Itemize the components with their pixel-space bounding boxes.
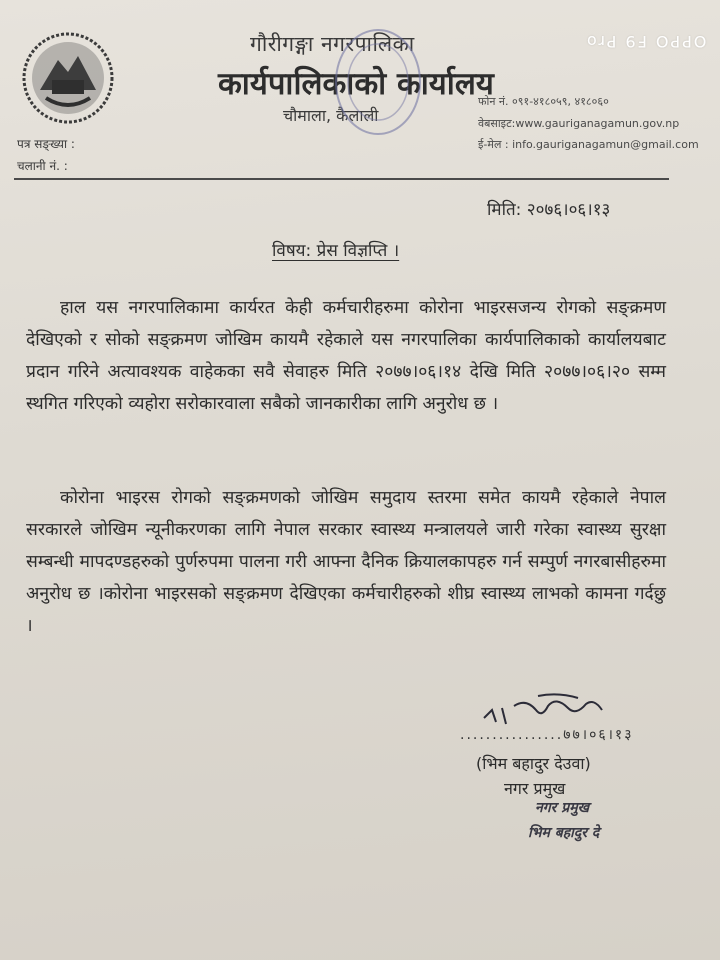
signatory-title: नगर प्रमुख	[504, 779, 566, 798]
camera-watermark: OPPO F9 Pro	[585, 32, 707, 51]
signature-date-line: ................७७।०६।१३	[460, 727, 634, 743]
header-divider	[14, 178, 669, 180]
office-seal-icon	[330, 22, 426, 142]
contact-website: वेबसाइट:www.gauriganagamun.gov.np	[478, 117, 680, 130]
letter-subject: विषय: प्रेस विज्ञप्ति ।	[272, 241, 400, 261]
stamp-title: नगर प्रमुख	[535, 800, 590, 816]
letter-date: मिति: २०७६।०६।१३	[487, 200, 611, 220]
dispatch-number-label: चलानी नं. :	[17, 159, 68, 173]
signatory-name: (भिम बहादुर देउवा)	[476, 754, 591, 773]
letter-number-label: पत्र सङ्ख्या :	[17, 137, 75, 151]
office-name: कार्यपालिकाको कार्यालय	[218, 66, 494, 102]
office-address: चौमाला, कैलाली	[283, 106, 379, 125]
nepal-emblem-icon	[18, 28, 118, 128]
body-paragraph-2: कोरोना भाइरस रोगको सङ्क्रमणको जोखिम समुदाय स्तरमा समेत कायमै रहेकाले नेपाल सरकारले जोखिम न्यूनीकरणका लागि नेपाल सरकार स्वास्थ्य मन्त्रालयले जारी गरेका स्वास्थ्य सुरक्षा सम्बन्धी मापदण्डहरुको पुर्णरुपमा पालना गरी आफ्ना दैनिक क्रियालकापहरु गर्न सम्पुर्ण नगरबासीहरुमा अनुरोध छ ।कोरोना भाइरसको सङ्क्रमण देखिएका कर्मचारीहरुको शीघ्र स्वास्थ्य लाभको कामना गर्दछु ।	[26, 488, 666, 636]
contact-phone: फोन नं. ०९१-४१८०५९, ४१८०६०	[478, 95, 609, 108]
contact-email: ई-मेल : info.gauriganagamun@gmail.com	[478, 138, 699, 151]
municipality-name: गौरीगङ्गा नगरपालिका	[250, 32, 415, 56]
stamp-name: भिम बहादुर दे	[528, 825, 600, 841]
body-paragraph-1: हाल यस नगरपालिकामा कार्यरत केही कर्मचारीहरुमा कोरोना भाइरसजन्य रोगको सङ्क्रमण देखिएको र सोको सङ्क्रमण जोखिम कायमै रहेकाले यस नगरपालिका कार्यपालिकाको कार्यालयबाट प्रदान गरिने अत्यावश्यक वाहेकका सवै सेवाहरु मिति २०७७।०६।१४ देखि मिति २०७७।०६।२० सम्म स्थगित गरिएको व्यहोरा सरोकारवाला सबैको जानकारीका लागि अनुरोध छ ।	[26, 298, 666, 414]
